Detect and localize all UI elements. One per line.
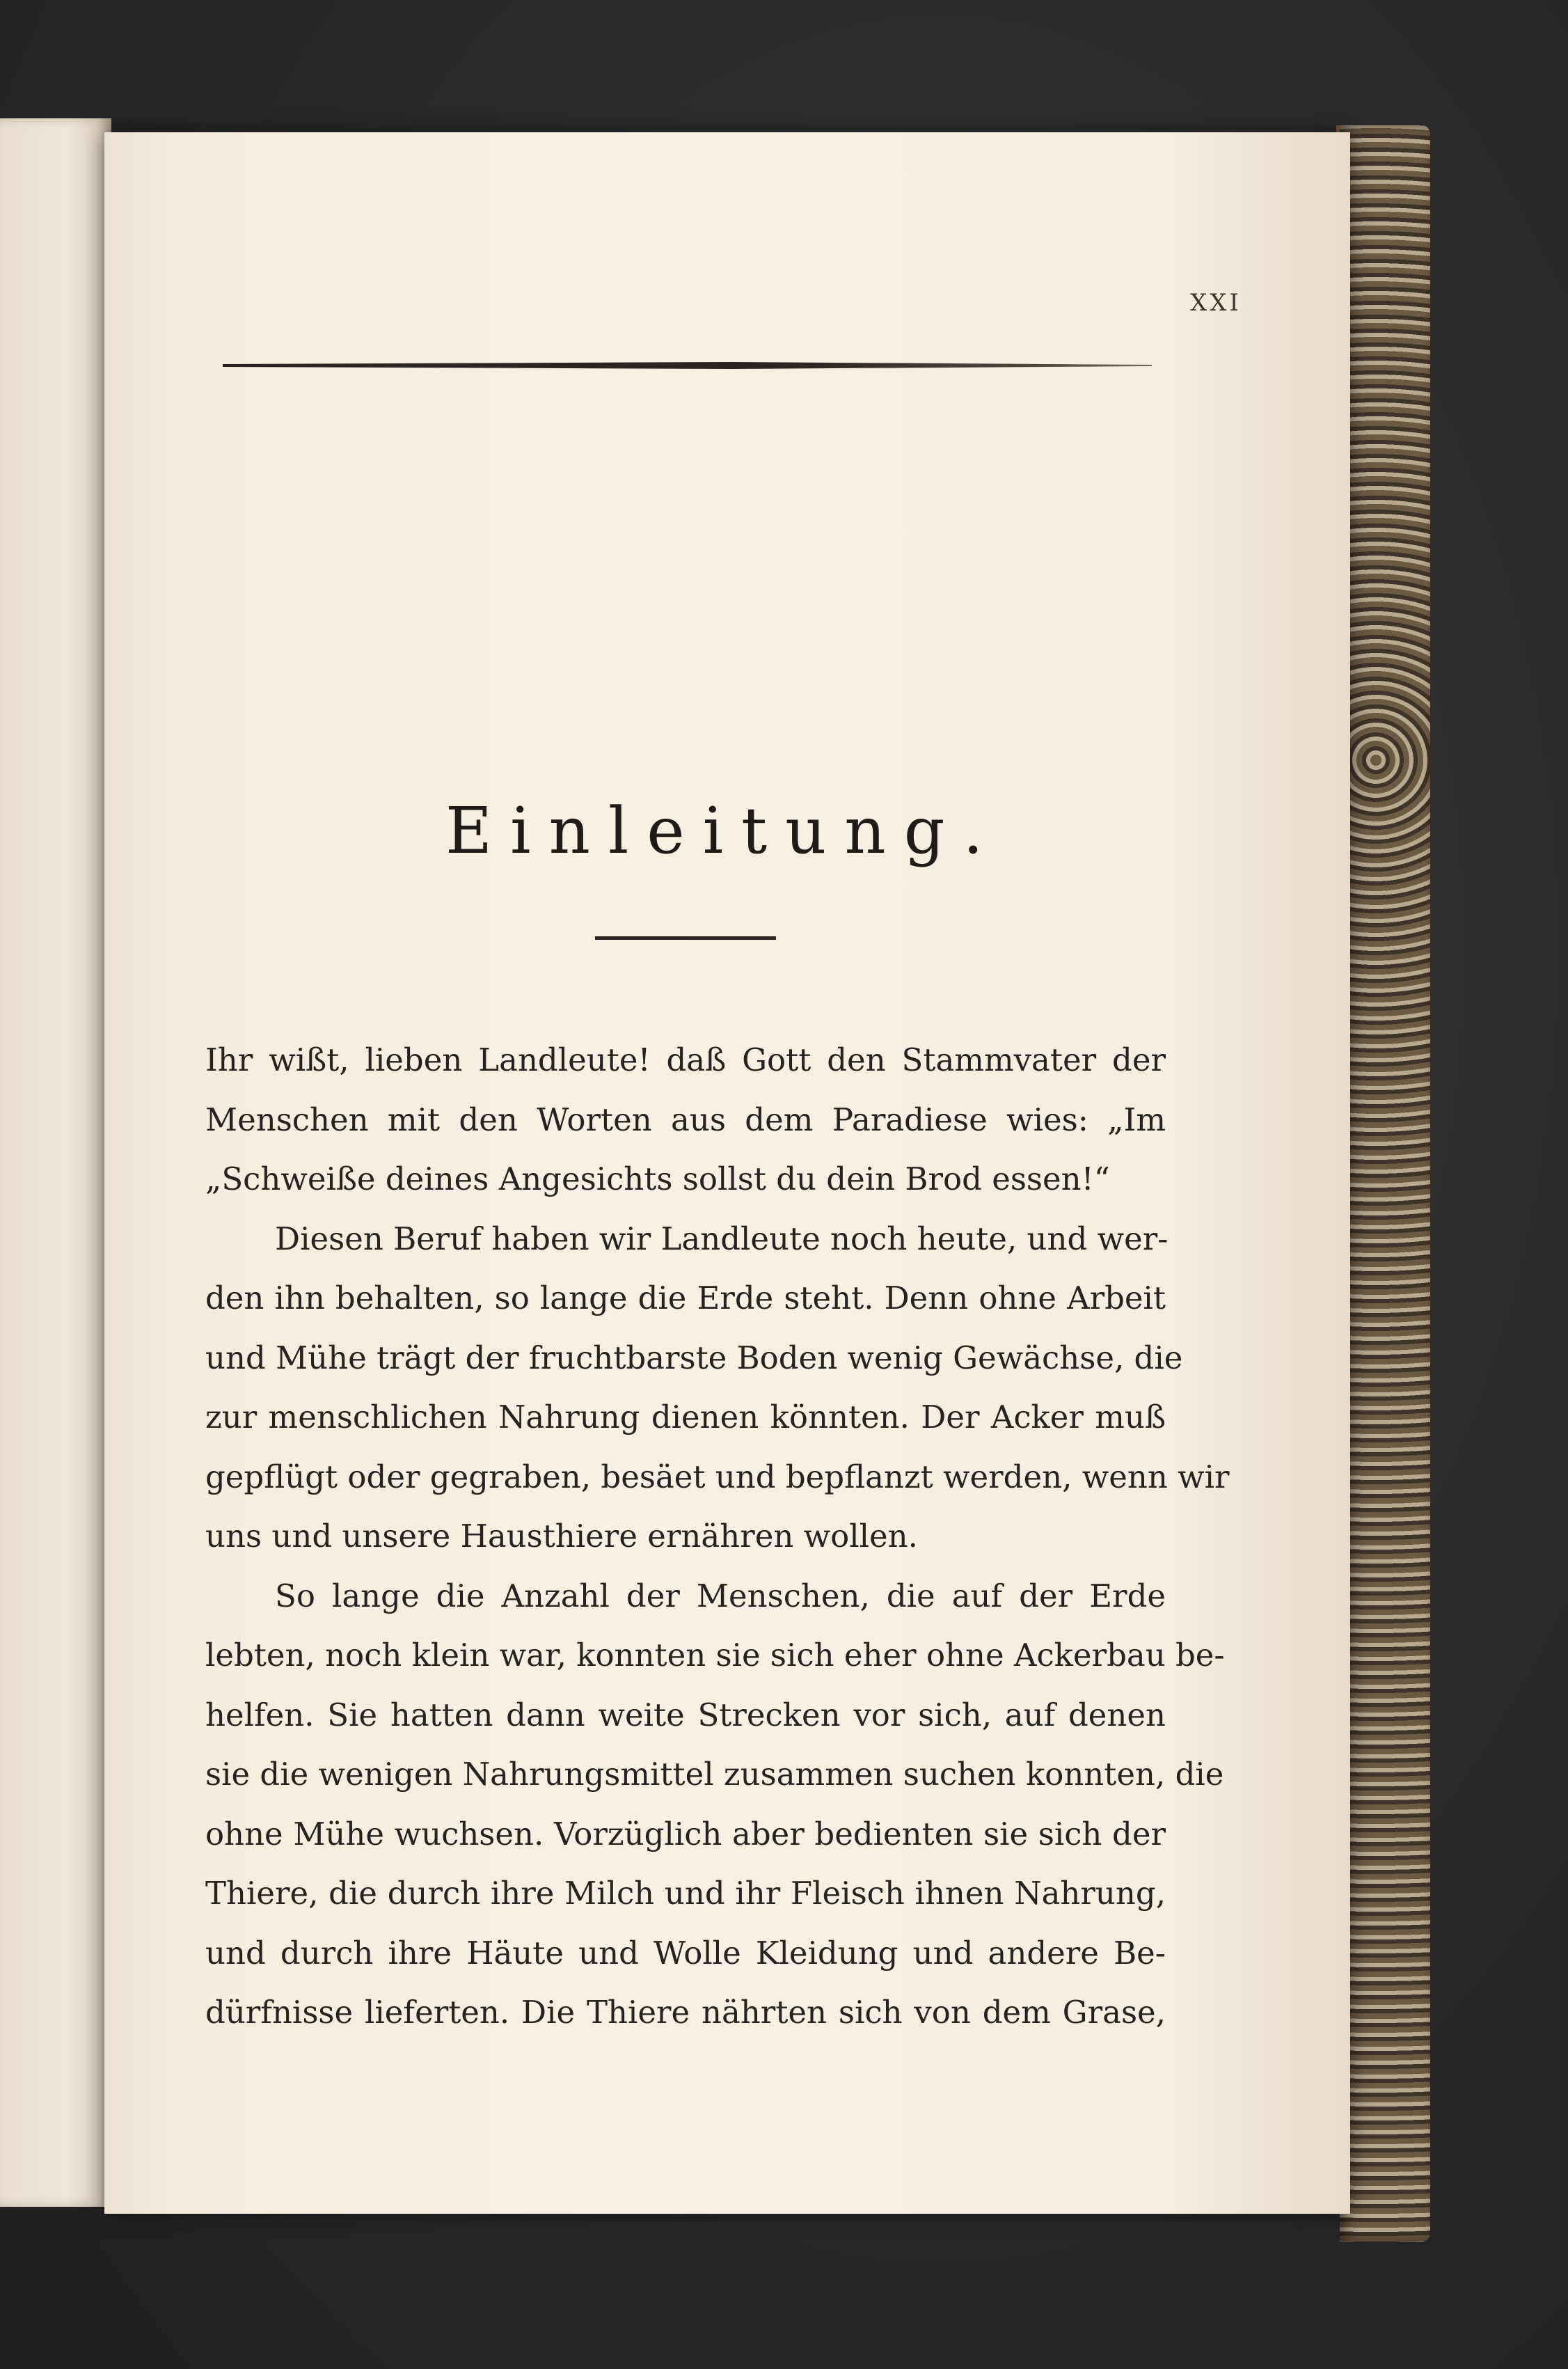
text-line: „Schweiße deines Angesichts sollst du dein Brod essen!“ bbox=[205, 1160, 1110, 1197]
body-text bbox=[205, 1030, 1230, 2043]
paragraph bbox=[205, 1030, 1166, 1209]
text-line: uns und unsere Hausthiere ernähren wollen. bbox=[205, 1518, 918, 1555]
text-line: und Mühe trägt der fruchtbarste Boden wenig Gewächse, die bbox=[205, 1339, 1183, 1376]
text-line: Diesen Beruf haben wir Landleute noch heute, und wer- bbox=[275, 1220, 1169, 1257]
paragraph bbox=[205, 1209, 1230, 1566]
title-rule bbox=[595, 936, 776, 940]
text-line: den ihn behalten, so lange die Erde steht. Denn ohne Arbeit bbox=[205, 1280, 1166, 1316]
text-line: So lange die Anzahl der Menschen, die auf der Erde bbox=[275, 1577, 1166, 1614]
page-number: XXI bbox=[1190, 289, 1242, 317]
text-line: und durch ihre Häute und Wolle Kleidung und andere Be- bbox=[205, 1934, 1166, 1971]
text-line: lebten, noch klein war, konnten sie sich eher ohne Ackerbau be- bbox=[205, 1637, 1225, 1674]
text-line: sie die wenigen Nahrungsmittel zusammen suchen konnten, die bbox=[205, 1756, 1224, 1793]
text-line: Ihr wißt, lieben Landleute! daß Gott den Stammvater der bbox=[205, 1041, 1166, 1078]
text-line: dürfnisse lieferten. Die Thiere nährten sich von dem Grase, bbox=[205, 1994, 1166, 2031]
book-marbled-edge bbox=[1340, 125, 1430, 2242]
text-line: zur menschlichen Nahrung dienen könnten. Der Acker muß bbox=[205, 1399, 1166, 1435]
text-line: ohne Mühe wuchsen. Vorzüglich aber bedienten sie sich der bbox=[205, 1815, 1166, 1852]
paragraph bbox=[205, 1566, 1225, 2043]
header-rule bbox=[223, 362, 1152, 369]
book-page bbox=[104, 132, 1350, 2214]
left-facing-page bbox=[0, 118, 111, 2207]
text-line: Thiere, die durch ihre Milch und ihr Fleisch ihnen Nahrung, bbox=[205, 1875, 1166, 1912]
text-line: gepflügt oder gegraben, besäet und bepflanzt werden, wenn wir bbox=[205, 1458, 1230, 1495]
text-line: helfen. Sie hatten dann weite Strecken vor sich, auf denen bbox=[205, 1696, 1166, 1733]
chapter-title: Einleitung. bbox=[445, 794, 1001, 868]
text-line: Menschen mit den Worten aus dem Paradiese wies: „Im bbox=[205, 1101, 1166, 1138]
